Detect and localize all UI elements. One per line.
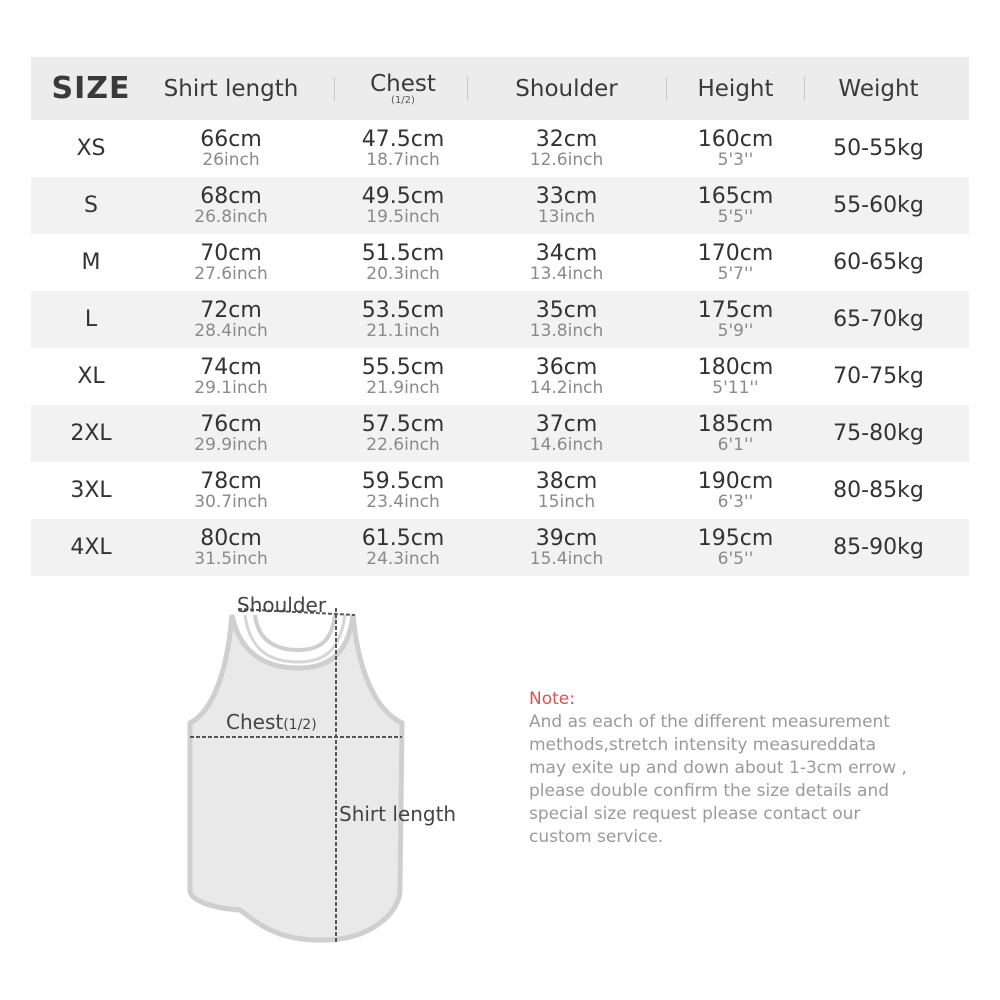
cell-shirt-length-secondary: 26.8inch xyxy=(194,206,268,227)
cell-shoulder-primary: 34cm xyxy=(535,240,598,266)
cell-chest-secondary: 18.7inch xyxy=(366,149,440,170)
cell-shirt-length-primary: 68cm xyxy=(200,183,262,209)
cell-weight xyxy=(806,462,951,519)
cell-chest-primary: 47.5cm xyxy=(361,126,445,152)
cell-height-primary: 185cm xyxy=(697,411,774,437)
cell-chest-primary: 51.5cm xyxy=(361,240,445,266)
size-chart-table xyxy=(31,57,969,576)
cell-chest xyxy=(336,177,470,234)
cell-height xyxy=(668,519,803,576)
cell-chest-primary: 57.5cm xyxy=(361,411,445,437)
cell-height xyxy=(668,405,803,462)
cell-shoulder xyxy=(469,462,664,519)
cell-chest-primary: 59.5cm xyxy=(361,468,445,494)
cell-size-value: L xyxy=(84,307,98,332)
cell-shirt-length-primary: 78cm xyxy=(200,468,262,494)
cell-size xyxy=(31,120,151,177)
cell-shirt-length-primary: 70cm xyxy=(200,240,262,266)
size-row xyxy=(31,120,969,177)
shoulder-diagram-label: Shoulder xyxy=(237,593,327,617)
cell-height-secondary: 5'11'' xyxy=(712,377,759,398)
cell-shirt-length-primary: 80cm xyxy=(200,525,262,551)
cell-chest xyxy=(336,405,470,462)
note-line: special size request please contact our xyxy=(529,804,861,824)
cell-weight xyxy=(806,405,951,462)
header-chest-sub: (1/2) xyxy=(391,95,415,106)
cell-shirt-length xyxy=(151,519,311,576)
note-line: custom service. xyxy=(529,827,664,847)
cell-height-primary: 165cm xyxy=(697,183,774,209)
cell-height-primary: 170cm xyxy=(697,240,774,266)
header-height: Height xyxy=(697,75,774,102)
note-line: may exite up and down about 1-3cm errow , xyxy=(529,758,907,778)
cell-weight xyxy=(806,291,951,348)
cell-size xyxy=(31,462,151,519)
tank-top-illustration xyxy=(180,590,480,950)
cell-weight-value: 55-60kg xyxy=(833,193,924,218)
cell-shoulder-primary: 38cm xyxy=(535,468,598,494)
size-row xyxy=(31,234,969,291)
cell-height-secondary: 5'9'' xyxy=(717,320,754,341)
cell-weight-value: 85-90kg xyxy=(833,535,924,560)
cell-shoulder xyxy=(469,234,664,291)
chest-diagram-label-sub: (1/2) xyxy=(283,717,317,733)
cell-shirt-length xyxy=(151,405,311,462)
cell-shoulder xyxy=(469,348,664,405)
cell-shoulder-secondary: 15.4inch xyxy=(529,548,604,569)
cell-shoulder-secondary: 14.6inch xyxy=(529,434,604,455)
cell-weight-value: 50-55kg xyxy=(833,136,924,161)
cell-chest-primary: 55.5cm xyxy=(361,354,445,380)
cell-shirt-length xyxy=(151,462,311,519)
cell-height xyxy=(668,348,803,405)
cell-shoulder-primary: 36cm xyxy=(535,354,598,380)
cell-chest-secondary: 21.9inch xyxy=(366,377,440,398)
cell-shoulder-secondary: 14.2inch xyxy=(529,377,604,398)
cell-weight xyxy=(806,120,951,177)
cell-shoulder-secondary: 13.4inch xyxy=(529,263,604,284)
cell-size-value: S xyxy=(84,193,98,218)
header-weight: Weight xyxy=(838,75,919,102)
cell-shirt-length-secondary: 26inch xyxy=(202,149,260,170)
cell-shirt-length xyxy=(151,177,311,234)
cell-size-value: XL xyxy=(77,364,105,389)
cell-height xyxy=(668,234,803,291)
cell-shirt-length xyxy=(151,234,311,291)
cell-height-secondary: 5'5'' xyxy=(717,206,754,227)
chest-diagram-label-text: Chest xyxy=(226,710,284,734)
cell-height xyxy=(668,291,803,348)
header-divider xyxy=(804,77,805,101)
cell-shirt-length xyxy=(151,348,311,405)
cell-chest-secondary: 22.6inch xyxy=(366,434,440,455)
cell-shirt-length-secondary: 29.1inch xyxy=(194,377,268,398)
cell-weight xyxy=(806,519,951,576)
cell-size xyxy=(31,405,151,462)
cell-weight-value: 80-85kg xyxy=(833,478,924,503)
cell-shirt-length xyxy=(151,291,311,348)
cell-chest-secondary: 24.3inch xyxy=(366,548,440,569)
cell-shirt-length-secondary: 27.6inch xyxy=(194,263,268,284)
cell-shirt-length-secondary: 31.5inch xyxy=(194,548,268,569)
cell-weight-value: 70-75kg xyxy=(833,364,924,389)
cell-chest-secondary: 21.1inch xyxy=(366,320,440,341)
cell-shoulder xyxy=(469,291,664,348)
cell-shirt-length-secondary: 30.7inch xyxy=(194,491,268,512)
cell-weight-value: 60-65kg xyxy=(833,250,924,275)
tank-top-collar-seam xyxy=(245,615,345,662)
header-divider xyxy=(666,77,667,101)
cell-shoulder-secondary: 15inch xyxy=(537,491,596,512)
header-divider xyxy=(467,77,468,101)
cell-height-secondary: 6'1'' xyxy=(717,434,754,455)
cell-shoulder-primary: 37cm xyxy=(535,411,598,437)
cell-shoulder xyxy=(469,405,664,462)
cell-height-secondary: 5'7'' xyxy=(717,263,754,284)
cell-shirt-length-primary: 66cm xyxy=(200,126,262,152)
header-shirt-length: Shirt length xyxy=(163,75,299,102)
cell-weight-value: 65-70kg xyxy=(833,307,924,332)
cell-height-secondary: 6'5'' xyxy=(717,548,754,569)
size-row xyxy=(31,405,969,462)
cell-height-secondary: 6'3'' xyxy=(717,491,754,512)
cell-chest xyxy=(336,120,470,177)
cell-chest-primary: 53.5cm xyxy=(361,297,445,323)
note-line: please double confirm the size details and xyxy=(529,781,890,801)
cell-height-primary: 175cm xyxy=(697,297,774,323)
cell-chest xyxy=(336,234,470,291)
cell-shirt-length-secondary: 28.4inch xyxy=(194,320,268,341)
cell-chest xyxy=(336,291,470,348)
cell-size xyxy=(31,348,151,405)
header-shoulder: Shoulder xyxy=(515,75,618,102)
cell-chest xyxy=(336,348,470,405)
cell-height xyxy=(668,177,803,234)
size-row xyxy=(31,348,969,405)
size-row xyxy=(31,291,969,348)
size-chart-header xyxy=(31,57,969,120)
cell-shoulder-primary: 33cm xyxy=(535,183,598,209)
cell-height xyxy=(668,462,803,519)
cell-shoulder-secondary: 13inch xyxy=(537,206,596,227)
cell-height-primary: 190cm xyxy=(697,468,774,494)
tank-top-diagram xyxy=(180,590,480,950)
cell-chest-primary: 61.5cm xyxy=(361,525,445,551)
cell-size-value: 2XL xyxy=(70,421,112,446)
header-chest xyxy=(336,57,470,120)
cell-chest xyxy=(336,519,470,576)
cell-height-primary: 160cm xyxy=(697,126,774,152)
note-line: And as each of the different measurement xyxy=(529,712,890,732)
size-chart-body xyxy=(31,120,969,576)
cell-shirt-length-primary: 74cm xyxy=(200,354,262,380)
cell-weight xyxy=(806,177,951,234)
size-row xyxy=(31,519,969,576)
size-row xyxy=(31,177,969,234)
tank-top-collar xyxy=(255,615,335,650)
cell-height xyxy=(668,120,803,177)
cell-size-value: M xyxy=(81,250,101,275)
cell-shoulder-primary: 32cm xyxy=(535,126,598,152)
cell-size-value: 3XL xyxy=(70,478,112,503)
note-block xyxy=(529,688,929,849)
cell-weight xyxy=(806,234,951,291)
cell-chest-primary: 49.5cm xyxy=(361,183,445,209)
cell-size-value: XS xyxy=(76,136,106,161)
cell-size xyxy=(31,234,151,291)
chest-diagram-label xyxy=(226,710,317,734)
header-divider xyxy=(334,77,335,101)
cell-height-primary: 180cm xyxy=(697,354,774,380)
cell-shirt-length-primary: 76cm xyxy=(200,411,262,437)
cell-chest-secondary: 23.4inch xyxy=(366,491,440,512)
cell-chest-secondary: 20.3inch xyxy=(366,263,440,284)
cell-shoulder xyxy=(469,177,664,234)
tank-top-body xyxy=(190,615,402,940)
cell-shoulder-primary: 39cm xyxy=(535,525,598,551)
cell-shoulder-secondary: 12.6inch xyxy=(529,149,604,170)
cell-weight xyxy=(806,348,951,405)
cell-chest-secondary: 19.5inch xyxy=(366,206,440,227)
cell-shirt-length-secondary: 29.9inch xyxy=(194,434,268,455)
header-size: SIZE xyxy=(51,71,131,106)
length-diagram-label: Shirt length xyxy=(339,802,457,826)
cell-shirt-length xyxy=(151,120,311,177)
cell-height-primary: 195cm xyxy=(697,525,774,551)
cell-shoulder-secondary: 13.8inch xyxy=(529,320,604,341)
header-chest-label: Chest xyxy=(370,71,436,97)
note-title: Note: xyxy=(529,689,575,709)
cell-chest xyxy=(336,462,470,519)
cell-weight-value: 75-80kg xyxy=(833,421,924,446)
note-line: methods,stretch intensity measureddata xyxy=(529,735,877,755)
cell-shirt-length-primary: 72cm xyxy=(200,297,262,323)
cell-shoulder xyxy=(469,120,664,177)
size-row xyxy=(31,462,969,519)
cell-shoulder-primary: 35cm xyxy=(535,297,598,323)
cell-size xyxy=(31,519,151,576)
cell-size xyxy=(31,291,151,348)
cell-height-secondary: 5'3'' xyxy=(717,149,754,170)
cell-size-value: 4XL xyxy=(70,535,112,560)
cell-shoulder xyxy=(469,519,664,576)
cell-size xyxy=(31,177,151,234)
